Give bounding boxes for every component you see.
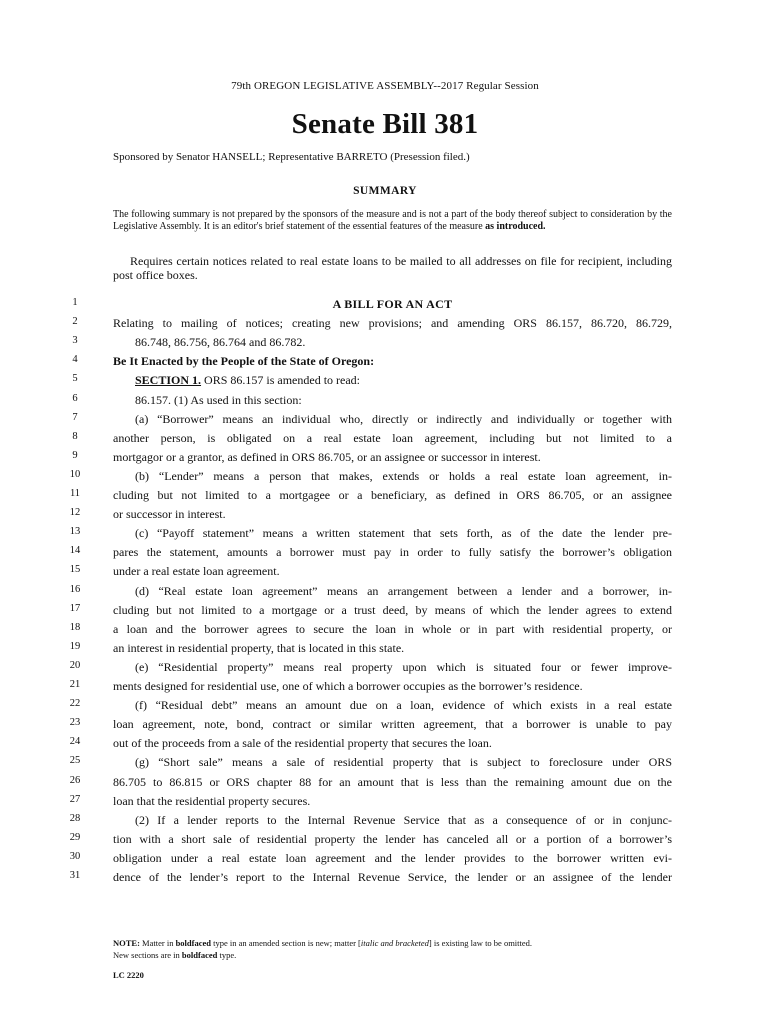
line-text: out of the proceeds from a sale of the residential property that secures the loan. bbox=[113, 736, 492, 751]
bill-line bbox=[0, 849, 770, 868]
line-number: 29 bbox=[69, 831, 81, 843]
line-number: 4 bbox=[72, 354, 78, 366]
line-number: 2 bbox=[72, 316, 78, 328]
line-number: 14 bbox=[69, 545, 81, 557]
summary-heading: SUMMARY bbox=[353, 185, 417, 197]
line-number: 24 bbox=[69, 736, 81, 748]
line-text: cluding but not limited to a mortgage or a trust deed, by means of which the lender agrees to extend bbox=[113, 602, 672, 617]
footer-note-text: Matter in bbox=[139, 938, 176, 948]
line-number: 9 bbox=[72, 449, 78, 461]
bill-line bbox=[0, 773, 770, 792]
bill-line bbox=[0, 792, 770, 811]
bill-line bbox=[0, 295, 770, 314]
summary-text: Requires certain notices related to real estate loans to be mailed to all addresses on file for recipient, including post office boxes. bbox=[113, 254, 672, 282]
bill-line bbox=[0, 620, 770, 639]
bill-line bbox=[0, 715, 770, 734]
line-number: 26 bbox=[69, 774, 81, 786]
bill-line bbox=[0, 677, 770, 696]
footer-note-text: ] is existing law to be omitted. bbox=[428, 938, 533, 948]
bill-line bbox=[0, 696, 770, 715]
footer-note-label: NOTE: bbox=[113, 938, 140, 948]
line-text: (2) If a lender reports to the Internal Revenue Service that as a consequence of or in conjunc- bbox=[135, 812, 672, 827]
line-text: (b) “Lender” means a person that makes, extends or holds a real estate loan agreement, in- bbox=[135, 468, 672, 483]
line-text: (d) “Real estate loan agreement” means an arrangement between a lender and a borrower, in- bbox=[135, 583, 672, 598]
line-number: 23 bbox=[69, 717, 81, 729]
line-text: mortgagor or a grantor, as defined in ORS 86.705, or an assignee or successor in interest. bbox=[113, 449, 541, 464]
line-text: an interest in residential property, that is located in this state. bbox=[113, 640, 405, 655]
line-number: 16 bbox=[69, 583, 81, 595]
line-number: 31 bbox=[69, 870, 81, 881]
footer-note-text: type. bbox=[217, 950, 237, 960]
bill-line bbox=[0, 505, 770, 524]
line-text: (c) “Payoff statement” means a written statement that sets forth, as of the date the lender pre- bbox=[135, 526, 672, 541]
bill-line bbox=[0, 333, 770, 352]
sponsor-line: Sponsored by Senator HANSELL; Representative BARRETO (Presession filed.) bbox=[113, 151, 470, 163]
line-number: 19 bbox=[69, 640, 81, 652]
line-text: (g) “Short sale” means a sale of residential property that is subject to foreclosure under ORS bbox=[135, 755, 672, 770]
line-text: ments designed for residential use, one of which a borrower occupies as the borrower’s residence. bbox=[113, 679, 583, 693]
summary-disclaimer-bold: as introduced. bbox=[485, 221, 546, 232]
bill-line bbox=[0, 448, 770, 467]
bill-line bbox=[0, 524, 770, 543]
bill-title: Senate Bill 381 bbox=[291, 108, 479, 140]
line-text: or successor in interest. bbox=[113, 507, 226, 522]
line-number: 30 bbox=[69, 850, 81, 862]
lc-number: LC 2220 bbox=[113, 970, 144, 980]
line-number: 13 bbox=[69, 526, 81, 538]
bill-line bbox=[0, 601, 770, 620]
footer-note-bold: boldfaced bbox=[181, 950, 218, 960]
summary-disclaimer bbox=[113, 209, 672, 233]
line-text: loan that the residential property secures. bbox=[113, 793, 311, 808]
line-text: another person, is obligated on a real estate loan agreement, including but not limited to a bbox=[113, 430, 672, 445]
session-header: 79th OREGON LEGISLATIVE ASSEMBLY--2017 Regular Session bbox=[231, 80, 539, 92]
bill-line bbox=[0, 830, 770, 849]
line-number: 7 bbox=[72, 411, 78, 423]
line-number: 22 bbox=[69, 698, 81, 710]
footer-note-italic: italic and bracketed bbox=[360, 938, 429, 948]
footer-note-bold: boldfaced bbox=[175, 938, 211, 948]
line-number: 8 bbox=[72, 430, 78, 442]
line-text: (a) “Borrower” means an individual who, directly or indirectly and individually or together with bbox=[135, 411, 672, 426]
bill-line bbox=[0, 371, 770, 390]
bill-line bbox=[0, 314, 770, 333]
bill-line bbox=[0, 811, 770, 830]
line-text: 86.157. (1) As used in this section: bbox=[135, 392, 302, 407]
footer-note bbox=[113, 937, 672, 961]
line-number: 6 bbox=[72, 392, 78, 404]
bill-line bbox=[0, 639, 770, 658]
line-text: under a real estate loan agreement. bbox=[113, 564, 280, 579]
line-text: SECTION 1. ORS 86.157 is amended to read: bbox=[135, 373, 361, 388]
line-text: loan agreement, note, bond, contract or similar written agreement, that a borrower is unable to pay bbox=[113, 717, 672, 732]
bill-line bbox=[0, 868, 770, 887]
bill-line bbox=[0, 734, 770, 753]
line-number: 11 bbox=[69, 488, 81, 499]
line-number: 10 bbox=[69, 468, 81, 480]
line-text: a loan and the borrower agrees to secure the loan in whole or in part with residential property, or bbox=[113, 621, 672, 636]
line-text: pares the statement, amounts a borrower must pay in order to fully satisfy the borrower’s obligation bbox=[113, 545, 672, 560]
footer-note-text: New sections are in bbox=[113, 950, 182, 960]
line-text: (e) “Residential property” means real property upon which is situated four or fewer improve- bbox=[135, 659, 672, 674]
line-text: obligation under a real estate loan agreement and the lender provides to the borrower written evi- bbox=[113, 850, 672, 865]
line-number: 21 bbox=[69, 679, 81, 690]
bill-line bbox=[0, 562, 770, 581]
bill-line bbox=[0, 429, 770, 448]
line-text: (f) “Residual debt” means an amount due on a loan, evidence of which exists in a real estate bbox=[135, 698, 672, 713]
footer-note-text: type in an amended section is new; matter [ bbox=[211, 938, 361, 948]
line-text: cluding but not limited to a mortgagee or a beneficiary, as defined in ORS 86.705, or an assignee bbox=[113, 488, 672, 502]
line-number: 28 bbox=[69, 812, 81, 824]
bill-line bbox=[0, 753, 770, 772]
bill-line bbox=[0, 658, 770, 677]
bill-line bbox=[0, 410, 770, 429]
line-number: 25 bbox=[69, 755, 81, 767]
line-number: 15 bbox=[69, 564, 81, 576]
line-text: A BILL FOR AN ACT bbox=[332, 297, 453, 311]
bill-line bbox=[0, 543, 770, 562]
line-number: 27 bbox=[69, 793, 81, 805]
summary-disclaimer-text: The following summary is not prepared by the sponsors of the measure and is not a part of the body thereof subject to consideration by the Legislative Assembly. It is an editor's brief statement of the essential features of the measure bbox=[113, 209, 672, 232]
line-text: 86.748, 86.756, 86.764 and 86.782. bbox=[135, 335, 306, 350]
bill-line bbox=[0, 582, 770, 601]
line-number: 5 bbox=[72, 373, 78, 385]
bill-line bbox=[0, 391, 770, 410]
line-number: 3 bbox=[72, 335, 78, 347]
line-number: 17 bbox=[69, 602, 81, 614]
line-text: tion with a short sale of residential property the lender has canceled all or a portion of a borrower’s bbox=[113, 831, 672, 846]
line-text: Be It Enacted by the People of the State of Oregon: bbox=[113, 354, 375, 369]
bill-line bbox=[0, 467, 770, 486]
line-number: 12 bbox=[69, 507, 81, 519]
line-text: dence of the lender’s report to the Internal Revenue Service, the lender or an assignee of the lender bbox=[113, 870, 672, 884]
line-number: 18 bbox=[69, 621, 81, 633]
section-label: SECTION 1. bbox=[135, 373, 202, 388]
bill-line bbox=[0, 352, 770, 371]
bill-line bbox=[0, 486, 770, 505]
line-number: 1 bbox=[72, 297, 78, 308]
line-text: 86.705 to 86.815 or ORS chapter 88 for an amount that is less than the remaining amount due on the bbox=[113, 774, 672, 789]
line-text: Relating to mailing of notices; creating new provisions; and amending ORS 86.157, 86.720, 86.729, bbox=[113, 316, 672, 331]
line-number: 20 bbox=[69, 659, 81, 671]
